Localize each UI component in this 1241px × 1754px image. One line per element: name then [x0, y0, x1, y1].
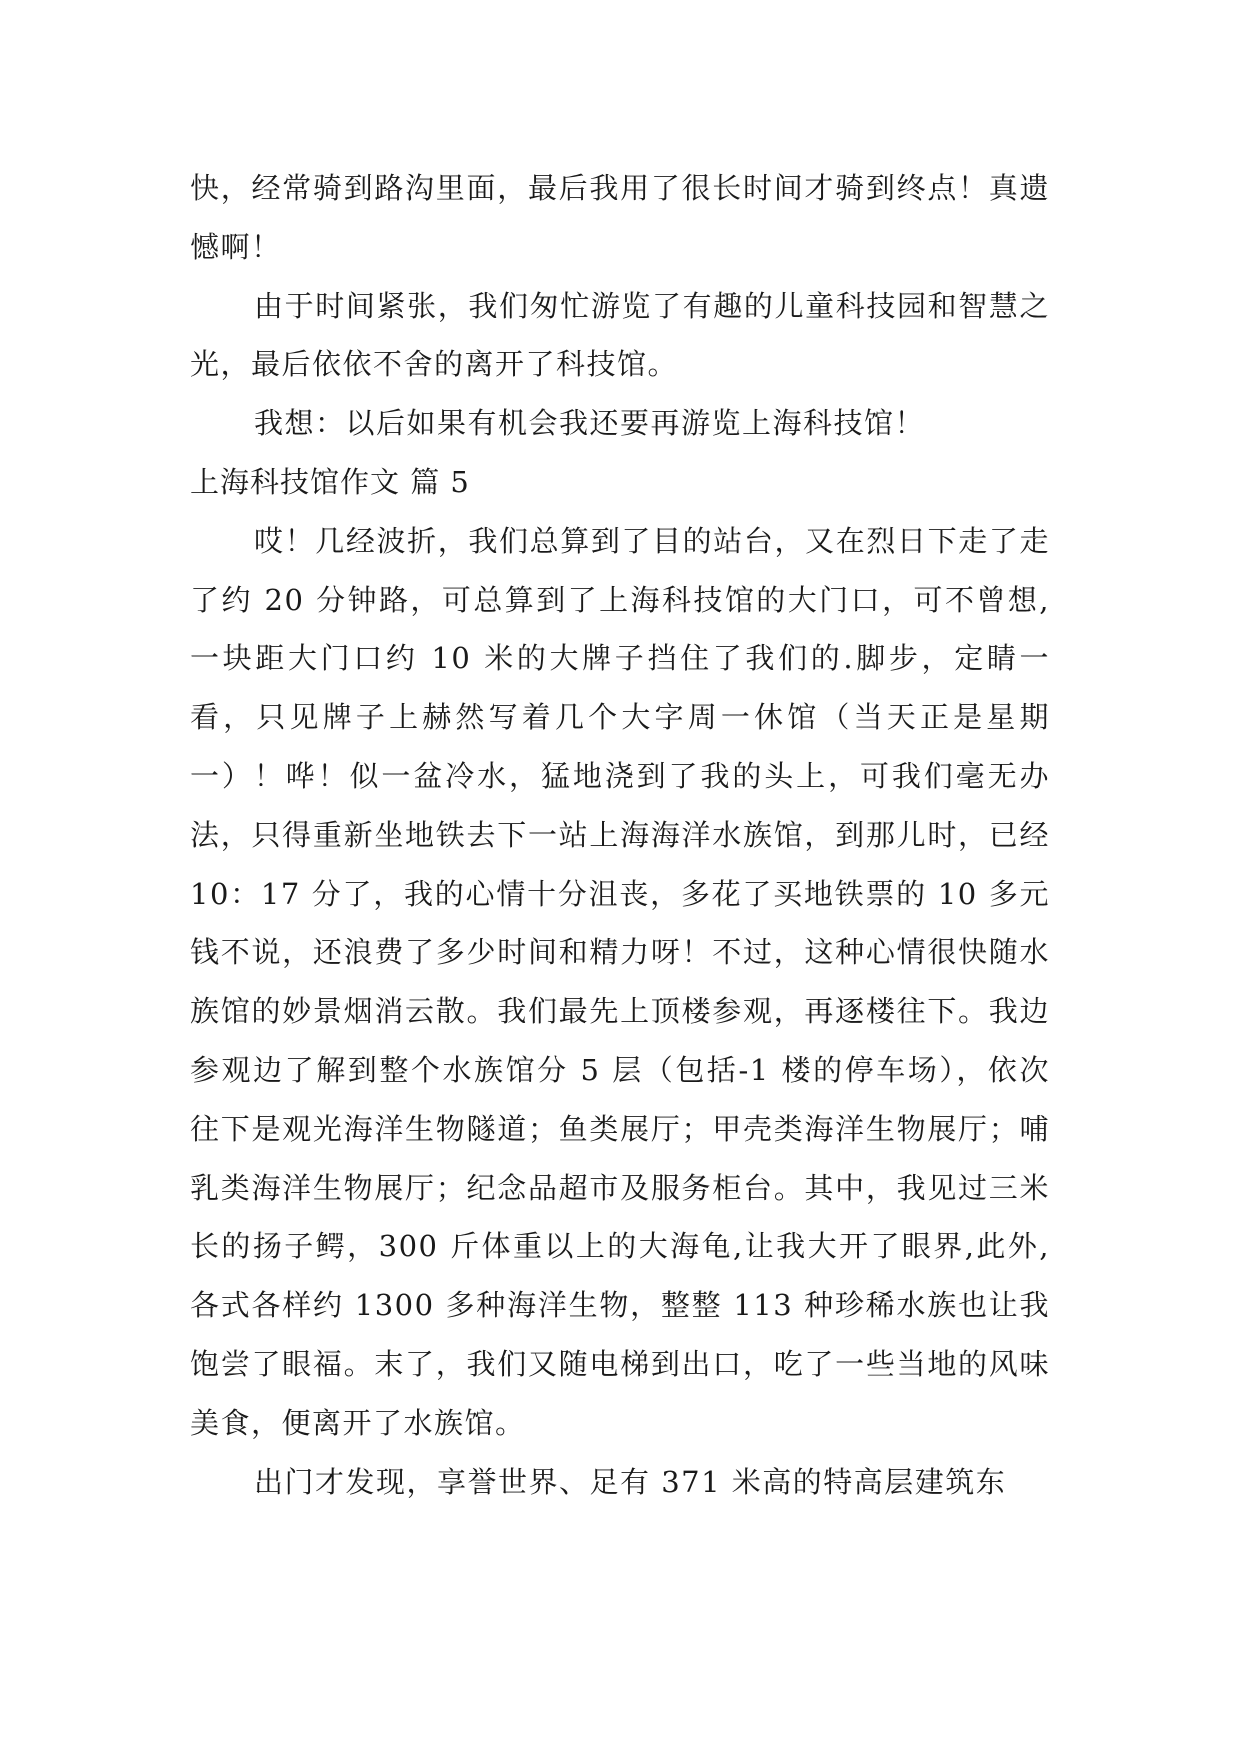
paragraph: 快，经常骑到路沟里面，最后我用了很长时间才骑到终点！真遗憾啊！: [190, 171, 1050, 264]
document-body: [190, 159, 1050, 1511]
paragraph: 哎！几经波折，我们总算到了目的站台，又在烈日下走了走了约 20 分钟路，可总算到了上海科技馆的大门口，可不曾想,一块距大门口约 10 米的大牌子挡住了我们的.脚步，定睛一看，只见牌子上赫然写着几个大字周一休馆（当天正是星期一）！哗！似一盆冷水，猛地浇到了我的头上，可我们毫无办法，只得重新坐地铁去下一站上海海洋水族馆，到那儿时，已经 10：17 分了，我的心情十分沮丧，多花了买地铁票的 10 多元钱不说，还浪费了多少时间和精力呀！不过，这种心情很快随水族馆的妙景烟消云散。我们最先上顶楼参观，再逐楼往下。我边参观边了解到整个水族馆分 5 层（包括-1 楼的停车场），依次往下是观光海洋生物隧道；鱼类展厅；甲壳类海洋生物展厅；哺乳类海洋生物展厅；纪念品超市及服务柜台。其中，我见过三米长的扬子鳄，300 斤体重以上的大海龟,让我大开了眼界,此外,各式各样约 1300 多种海洋生物，整整 113 种珍稀水族也让我饱尝了眼福。末了，我们又随电梯到出口，吃了一些当地的风味美食，便离开了水族馆。: [190, 523, 1050, 1440]
paragraph: 出门才发现，享誉世界、足有 371 米高的特高层建筑东: [254, 1464, 1007, 1499]
section-heading: 上海科技馆作文 篇 5: [190, 464, 470, 499]
paragraph: 我想：以后如果有机会我还要再游览上海科技馆！: [254, 406, 926, 441]
paragraph: 由于时间紧张，我们匆忙游览了有趣的儿童科技园和智慧之光，最后依依不舍的离开了科技馆。: [190, 288, 1050, 382]
